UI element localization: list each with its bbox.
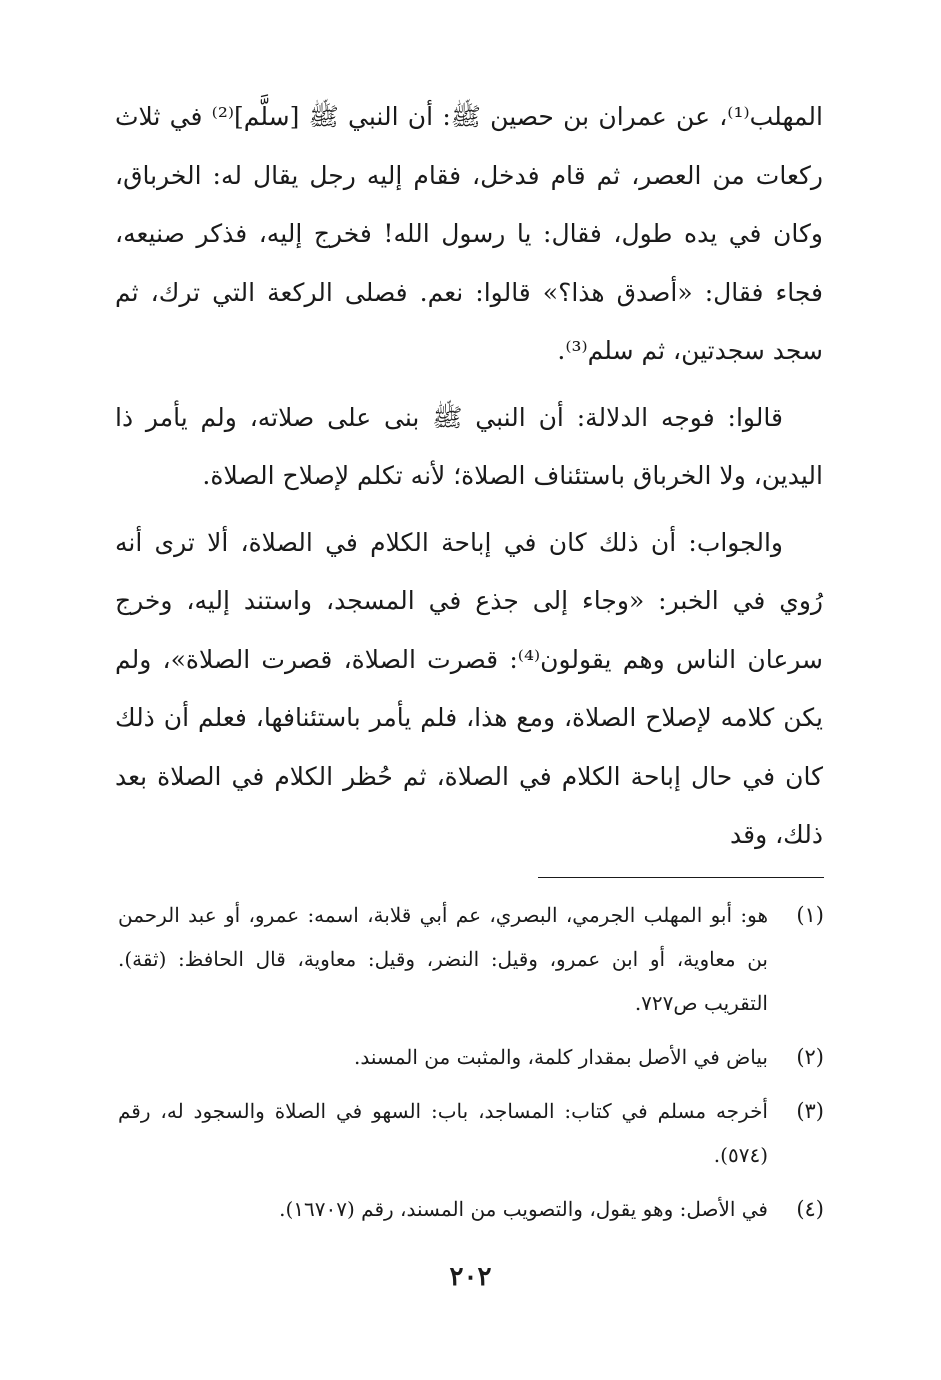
footnote-3 [118,1089,824,1177]
footnotes [118,893,824,1241]
footnote-text: في الأصل: وهو يقول، والتصويب من المسند، رقم (١٦٧٠٧). [279,1197,768,1221]
paragraph-hadith: المهلب⁽¹⁾، عن عمران بن حصين ﷺ: أن النبي ﷺ [سلَّم]⁽²⁾ في ثلاث ركعات من العصر، ثم قام فدخل، فقام إليه رجل يقال له: الخرباق، وكان في يده طول، فقال: يا رسول الله! فخرج إليه، فذكر صنيعه، فجاء فقال: «أصدق هذا؟» قالوا: نعم. فصلى الركعة التي ترك، ثم سجد سجدتين، ثم سلم⁽³⁾. [115,102,824,365]
footnote-number: (٣) [796,1099,824,1123]
footnote-1 [118,893,824,1025]
footnote-2 [118,1035,824,1079]
paragraph-answer: والجواب: أن ذلك كان في إباحة الكلام في الصلاة، ألا ترى أنه رُوي في الخبر: «وجاء إلى جذع في المسجد، واستند إليه، وخرج سرعان الناس وهم يقولون⁽⁴⁾: قصرت الصلاة، قصرت الصلاة»، ولم يكن كلامه لإصلاح الصلاة، ومع هذا، فلم يأمر باستئنافها، فعلم أن ذلك كان في حال إباحة الكلام في الصلاة، ثم حُظر الكلام في الصلاة بعد ذلك، وقد [115,527,823,849]
footnote-text: بياض في الأصل بمقدار كلمة، والمثبت من المسند. [353,1045,768,1069]
footnote-number: (٤) [796,1197,824,1221]
footnote-number: (٢) [796,1045,824,1069]
footnote-separator [538,877,824,878]
main-text [115,88,823,873]
page-number: ٢٠٢ [449,1262,492,1292]
footnote-text: أخرجه مسلم في كتاب: المساجد، باب: السهو في الصلاة والسجود له، رقم (٥٧٤). [118,1099,768,1167]
footnote-4 [118,1187,824,1231]
footnote-number: (١) [796,903,824,927]
paragraph-argument: قالوا: فوجه الدلالة: أن النبي ﷺ بنى على صلاته، ولم يأمر ذا اليدين، ولا الخرباق باستئناف الصلاة؛ لأنه تكلم لإصلاح الصلاة. [115,402,823,490]
footnote-text: هو: أبو المهلب الجرمي، البصري، عم أبي قلابة، اسمه: عمرو، أو عبد الرحمن بن معاوية، أو ابن عمرو، وقيل: النضر، وقيل: معاوية، قال الحافظ: (ثقة). التقريب ص٧٢٧. [118,903,768,1015]
